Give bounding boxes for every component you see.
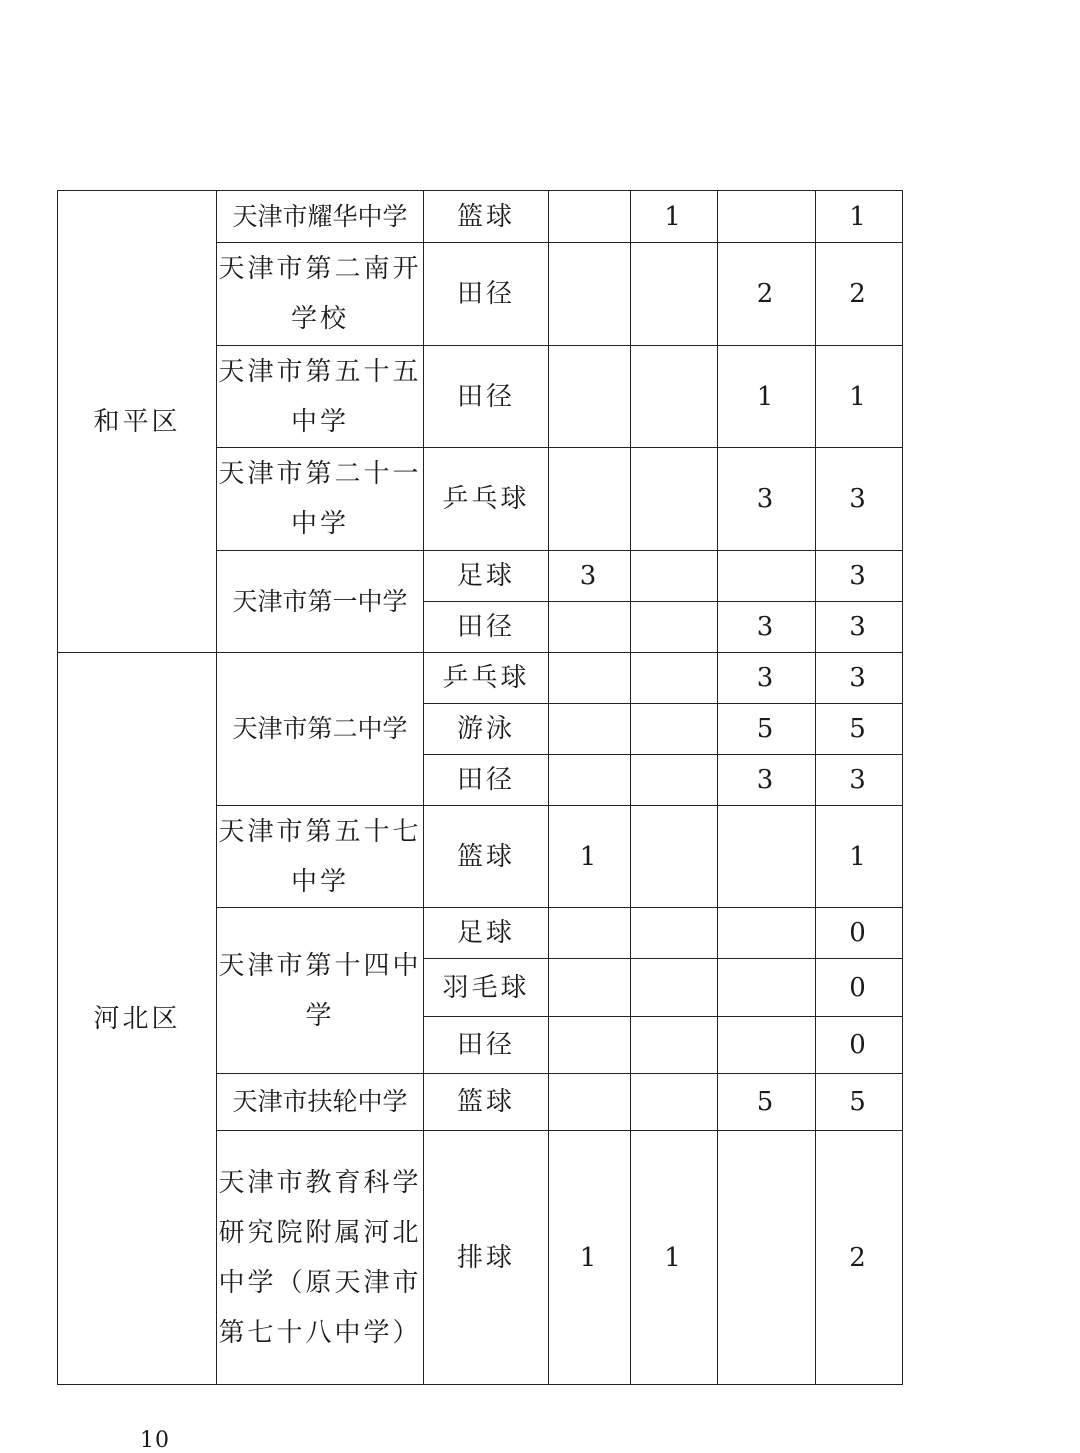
count-cell bbox=[631, 346, 718, 448]
count-cell: 1 bbox=[631, 191, 718, 243]
sport-cell: 田径 bbox=[424, 1017, 549, 1074]
count-cell bbox=[549, 908, 631, 959]
count-cell: 3 bbox=[718, 602, 816, 653]
count-cell bbox=[549, 191, 631, 243]
count-cell bbox=[549, 704, 631, 755]
sport-cell: 篮球 bbox=[424, 806, 549, 908]
count-cell: 5 bbox=[718, 704, 816, 755]
count-cell bbox=[631, 243, 718, 346]
total-cell: 3 bbox=[816, 602, 903, 653]
sport-cell: 排球 bbox=[424, 1131, 549, 1385]
count-cell bbox=[718, 551, 816, 602]
count-cell bbox=[631, 1017, 718, 1074]
school-cell: 天津市第二中学 bbox=[217, 653, 424, 806]
count-cell bbox=[718, 908, 816, 959]
total-cell: 3 bbox=[816, 448, 903, 551]
count-cell bbox=[549, 1017, 631, 1074]
total-cell: 3 bbox=[816, 755, 903, 806]
district-cell: 河北区 bbox=[58, 653, 217, 1385]
count-cell bbox=[631, 704, 718, 755]
table-row bbox=[58, 653, 903, 704]
total-cell: 1 bbox=[816, 346, 903, 448]
total-cell: 1 bbox=[816, 191, 903, 243]
count-cell bbox=[631, 1074, 718, 1131]
school-cell: 天津市第一中学 bbox=[217, 551, 424, 653]
sport-cell: 篮球 bbox=[424, 1074, 549, 1131]
total-cell: 5 bbox=[816, 1074, 903, 1131]
count-cell bbox=[549, 448, 631, 551]
total-cell: 0 bbox=[816, 908, 903, 959]
count-cell bbox=[631, 448, 718, 551]
district-cell: 和平区 bbox=[58, 191, 217, 653]
count-cell: 2 bbox=[718, 243, 816, 346]
enrollment-table bbox=[57, 190, 903, 1385]
sport-cell: 游泳 bbox=[424, 704, 549, 755]
count-cell: 1 bbox=[549, 1131, 631, 1385]
sport-cell: 足球 bbox=[424, 908, 549, 959]
count-cell bbox=[718, 959, 816, 1017]
count-cell bbox=[549, 602, 631, 653]
count-cell bbox=[549, 243, 631, 346]
count-cell bbox=[631, 551, 718, 602]
count-cell bbox=[631, 653, 718, 704]
sport-cell: 田径 bbox=[424, 755, 549, 806]
count-cell bbox=[631, 908, 718, 959]
school-cell: 天津市扶轮中学 bbox=[217, 1074, 424, 1131]
sport-cell: 羽毛球 bbox=[424, 959, 549, 1017]
total-cell: 3 bbox=[816, 653, 903, 704]
count-cell bbox=[549, 346, 631, 448]
count-cell: 5 bbox=[718, 1074, 816, 1131]
total-cell: 5 bbox=[816, 704, 903, 755]
count-cell bbox=[718, 1131, 816, 1385]
count-cell bbox=[631, 959, 718, 1017]
count-cell bbox=[718, 191, 816, 243]
total-cell: 2 bbox=[816, 243, 903, 346]
count-cell: 3 bbox=[718, 755, 816, 806]
school-cell: 天津市第二十一中学 bbox=[217, 448, 424, 551]
count-cell bbox=[631, 755, 718, 806]
count-cell bbox=[718, 806, 816, 908]
school-cell: 天津市教育科学研究院附属河北中学（原天津市第七十八中学） bbox=[217, 1131, 424, 1385]
count-cell: 1 bbox=[549, 806, 631, 908]
count-cell: 3 bbox=[718, 448, 816, 551]
sport-cell: 田径 bbox=[424, 602, 549, 653]
sport-cell: 篮球 bbox=[424, 191, 549, 243]
count-cell: 3 bbox=[549, 551, 631, 602]
school-cell: 天津市第十四中学 bbox=[217, 908, 424, 1074]
count-cell: 1 bbox=[718, 346, 816, 448]
sport-cell: 乒乓球 bbox=[424, 653, 549, 704]
count-cell bbox=[631, 602, 718, 653]
count-cell bbox=[631, 806, 718, 908]
count-cell bbox=[718, 1017, 816, 1074]
total-cell: 0 bbox=[816, 959, 903, 1017]
count-cell bbox=[549, 755, 631, 806]
count-cell bbox=[549, 959, 631, 1017]
sport-cell: 足球 bbox=[424, 551, 549, 602]
page-number: 10 bbox=[140, 1428, 170, 1453]
sport-cell: 田径 bbox=[424, 243, 549, 346]
school-cell: 天津市第五十七中学 bbox=[217, 806, 424, 908]
sport-cell: 田径 bbox=[424, 346, 549, 448]
school-cell: 天津市耀华中学 bbox=[217, 191, 424, 243]
school-cell: 天津市第五十五中学 bbox=[217, 346, 424, 448]
school-cell: 天津市第二南开学校 bbox=[217, 243, 424, 346]
sport-cell: 乒乓球 bbox=[424, 448, 549, 551]
table-row bbox=[58, 191, 903, 243]
count-cell: 1 bbox=[631, 1131, 718, 1385]
total-cell: 3 bbox=[816, 551, 903, 602]
total-cell: 0 bbox=[816, 1017, 903, 1074]
count-cell bbox=[549, 653, 631, 704]
total-cell: 2 bbox=[816, 1131, 903, 1385]
total-cell: 1 bbox=[816, 806, 903, 908]
count-cell bbox=[549, 1074, 631, 1131]
count-cell: 3 bbox=[718, 653, 816, 704]
